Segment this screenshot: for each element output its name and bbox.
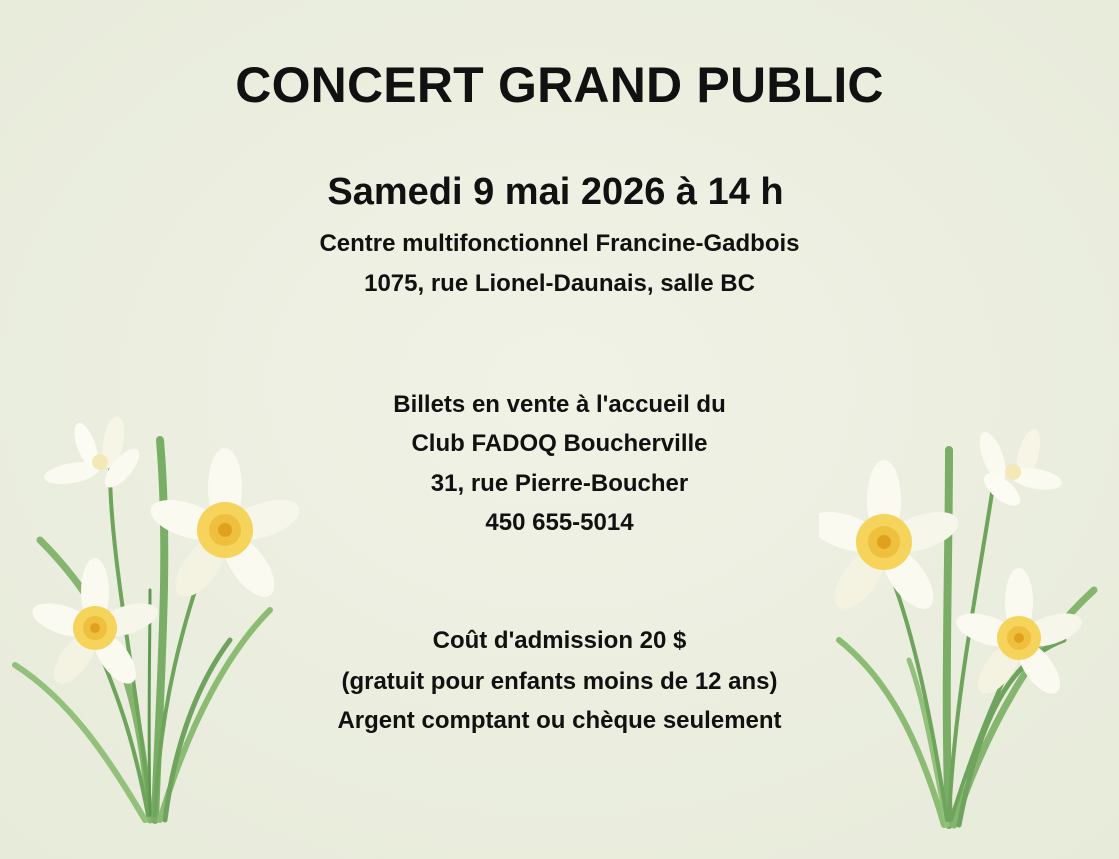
venue-address: 1075, rue Lionel-Daunais, salle BC (364, 270, 755, 297)
tickets-info-line: Billets en vente à l'accueil du (393, 391, 726, 418)
tickets-club-name: Club FADOQ Boucherville (411, 430, 708, 457)
venue-name: Centre multifonctionnel Francine-Gadbois (319, 230, 800, 257)
tickets-club-address: 31, rue Pierre-Boucher (430, 470, 689, 497)
admission-price: Coût d'admission 20 $ (432, 627, 687, 654)
admission-free-note: (gratuit pour enfants moins de 12 ans) (341, 668, 778, 695)
tickets-phone-number: 450 655-5014 (485, 509, 634, 536)
event-date-time: Samedi 9 mai 2026 à 14 h (327, 171, 784, 213)
poster-title: CONCERT GRAND PUBLIC (235, 57, 884, 113)
payment-methods: Argent comptant ou chèque seulement (337, 707, 782, 734)
